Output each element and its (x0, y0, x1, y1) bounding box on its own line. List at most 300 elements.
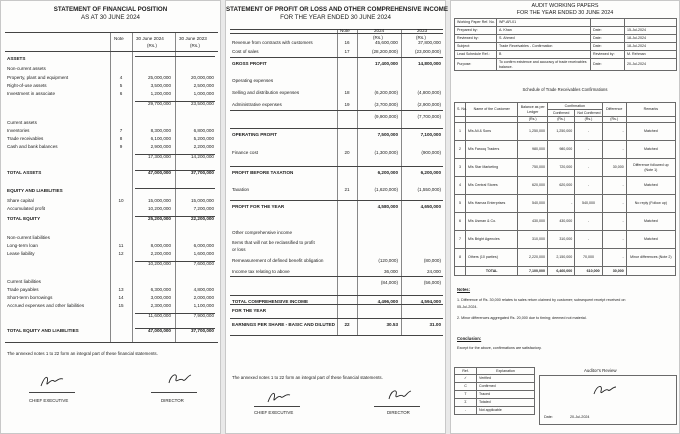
tickmark-legend-table (454, 367, 535, 415)
table-cell: Others (10 parties) (465, 249, 518, 267)
total-rule (230, 318, 443, 319)
review-date: 20-Jul-2024 (570, 415, 590, 419)
info-row (455, 35, 677, 43)
value-2023: (7,700,000) (417, 114, 441, 119)
row-label: Lease liability (7, 251, 35, 256)
info-row (455, 59, 677, 71)
legend-explanation: Not applicable (477, 407, 535, 415)
value-2023: (900,000) (421, 150, 441, 155)
row-label: TOTAL EQUITY AND LIABILITIES (7, 328, 79, 333)
table-cell: M/s Star Marketing (465, 159, 518, 177)
row-label: OPERATING PROFIT (232, 132, 278, 137)
value-2023: 4,800,000 (193, 287, 214, 292)
value-2024: 4,580,000 (377, 204, 398, 209)
statement-row (1, 250, 220, 257)
unit-label: (Rs.) (518, 117, 548, 123)
info-cell: S. Ahmed (497, 35, 591, 43)
table-cell: 310,000 (547, 231, 574, 249)
value-2023: 6,200,000 (420, 170, 441, 175)
table-cell: 1 (455, 123, 466, 141)
table-cell: Matched (626, 231, 675, 249)
pl-footnote: The annexed notes 1 to 22 form an integral part of these financial statements. (232, 375, 383, 380)
table-cell: M/s Bright Agencies (465, 231, 518, 249)
table-cell: 3 (455, 159, 466, 177)
total-row (455, 267, 676, 276)
value-2024: 2,200,000 (150, 251, 171, 256)
row-label: Remeasurement of defined benefit obligation (232, 258, 324, 263)
total-rule (230, 304, 443, 305)
value-2023: 37,800,000 (418, 40, 441, 45)
total-rule (230, 110, 443, 111)
table-cell (455, 267, 466, 276)
statement-row (226, 101, 445, 108)
statement-row (226, 246, 445, 253)
signature-line (151, 392, 197, 393)
info-cell: Reviewed by: (591, 51, 625, 59)
table-cell: - (547, 195, 574, 213)
table-cell: 540,000 (575, 195, 602, 213)
row-label: Current assets (7, 120, 37, 125)
info-cell: 20-Jul-2024 (625, 59, 677, 71)
table-row (455, 213, 676, 231)
info-cell: M. Rehman (625, 51, 677, 59)
pl-title: STATEMENT OF PROFIT OR LOSS AND OTHER COMPREHENSIVE INCOME (226, 6, 448, 13)
column-divider (337, 29, 338, 335)
total-rule (135, 328, 215, 329)
info-row (455, 27, 677, 35)
statement-row (1, 65, 220, 72)
value-2023: (56,000) (423, 280, 441, 285)
legend-explanation: Verified (477, 375, 535, 383)
value-2024: 3,500,000 (150, 83, 171, 88)
value-2024: (84,000) (380, 280, 398, 285)
value-2023: (80,000) (423, 258, 441, 263)
value-2023: 7,100,000 (420, 132, 441, 137)
row-label: Non-current assets (7, 66, 46, 71)
statement-row (226, 89, 445, 96)
value-2023: (2,900,000) (417, 102, 441, 107)
header-rule (5, 32, 218, 33)
note-item: 05-Jul-2024. (457, 305, 478, 309)
table-row (455, 141, 676, 159)
total-rule (230, 200, 443, 201)
value-2023: 24,000 (426, 269, 441, 274)
row-label: Revenue from contracts with customers (232, 40, 313, 45)
table-row (455, 249, 676, 267)
table-cell: M/s Central Stores (465, 177, 518, 195)
row-label: PROFIT FOR THE YEAR (232, 204, 285, 209)
table-cell: - (602, 213, 626, 231)
value-2024: 3,000,000 (150, 295, 171, 300)
table-row (455, 159, 676, 177)
value-2023: (1,550,000) (417, 187, 441, 192)
legend-symbol: Σ (455, 399, 477, 407)
table-cell: 720,000 (547, 159, 574, 177)
value-2023: 2,500,000 (193, 83, 214, 88)
value-2024: 6,200,000 (377, 170, 398, 175)
working-paper-info-table (454, 18, 677, 71)
sfp-subtitle: AS AT 30 JUNE 2024 (81, 14, 140, 21)
table-cell: No reply (Follow up) (626, 195, 675, 213)
value-2023: 5,200,000 (193, 136, 214, 141)
value-2023: 1,000,000 (193, 91, 214, 96)
statement-row (1, 82, 220, 89)
total-rule (230, 166, 443, 167)
info-cell: Date: (591, 27, 625, 35)
info-cell: 15-Jul-2024 (625, 27, 677, 35)
info-row (455, 19, 677, 27)
row-note: 22 (344, 322, 350, 327)
row-label: Non-current liabilities (7, 235, 50, 240)
statement-row (1, 294, 220, 301)
statement-row (226, 257, 445, 264)
table-cell: 2,220,000 (518, 249, 548, 267)
notes-title: Notes: (457, 287, 471, 292)
row-note: 16 (344, 40, 350, 45)
row-label: Cash and bank balances (7, 144, 58, 149)
value-2024: 11,600,000 (148, 313, 171, 318)
info-cell: Date: (591, 35, 625, 43)
row-label: Right-of-use assets (7, 83, 47, 88)
value-2023: 31.00 (429, 322, 441, 327)
total-value: 6,460,000 (547, 267, 574, 276)
value-2024: 6,100,000 (150, 136, 171, 141)
value-2024: (1,300,000) (374, 150, 398, 155)
director-label: DIRECTOR (161, 398, 184, 403)
table-cell: - (575, 123, 602, 141)
value-2024: 2,900,000 (150, 144, 171, 149)
table-cell: 70,000 (575, 249, 602, 267)
auditor-review-title: Auditor's Review (584, 368, 617, 373)
row-label: TOTAL EQUITY (7, 216, 41, 221)
row-note: 8 (119, 136, 123, 141)
total-rule (135, 261, 215, 262)
total-rule (230, 57, 443, 58)
statement-row (226, 39, 445, 46)
unit-label: (Rs.) (602, 117, 626, 123)
value-2024: 2,300,000 (150, 303, 171, 308)
awp-subtitle: FOR THE YEAR ENDED 30 JUNE 2024 (516, 10, 614, 16)
pl-subtitle: FOR THE YEAR ENDED 30 JUNE 2024 (280, 14, 391, 21)
legend-explanation: Traced (477, 391, 535, 399)
row-label: Items that will not be reclassified to profit (232, 240, 315, 245)
table-cell: 430,000 (547, 213, 574, 231)
col-difference: Difference (602, 103, 626, 117)
total-rule (135, 154, 215, 155)
info-cell: A. Khan (497, 27, 591, 35)
table-cell: 430,000 (518, 213, 548, 231)
table-cell: - (602, 249, 626, 267)
table-cell: 7 (455, 231, 466, 249)
table-cell: Matched (626, 213, 675, 231)
table-cell: 4 (455, 177, 466, 195)
unit-label: (Rs.) (547, 117, 574, 123)
value-2023: 6,000,000 (193, 243, 214, 248)
column-header: (Rs.) (373, 35, 383, 40)
value-2024: 10,200,000 (148, 261, 171, 266)
value-2023: 2,000,000 (193, 295, 214, 300)
legend-explanation: Confirmed (477, 383, 535, 391)
total-rule (230, 128, 443, 129)
legend-symbol: - (455, 407, 477, 415)
row-label: Other comprehensive income (232, 230, 293, 235)
column-divider (401, 29, 402, 335)
value-2024: (9,900,000) (374, 114, 398, 119)
value-2024: (120,000) (378, 258, 398, 263)
info-cell: Trade Receivables - Confirmation (497, 43, 591, 51)
row-label: Finance cost (232, 150, 259, 155)
statement-row (226, 203, 445, 210)
table-row (455, 123, 676, 141)
signature-icon (592, 382, 618, 398)
row-label: Income tax relating to above (232, 269, 290, 274)
value-2024: 6,300,000 (150, 287, 171, 292)
total-rule (135, 170, 215, 171)
value-2023: 22,200,000 (191, 216, 214, 221)
row-label: or loss (232, 247, 246, 252)
table-cell: 5 (455, 195, 466, 213)
table-cell: M/s Ali & Sons (465, 123, 518, 141)
statement-row (226, 321, 445, 328)
table-cell: 980,000 (547, 141, 574, 159)
sfp-footnote: The annexed notes 1 to 22 form an integral part of these financial statements. (7, 351, 158, 356)
audit-working-paper-sheet (450, 0, 680, 434)
statement-row (1, 234, 220, 241)
statement-row (226, 48, 445, 55)
value-2023: 7,900,000 (193, 313, 214, 318)
row-label: ASSETS (7, 56, 26, 61)
statement-row (226, 60, 445, 67)
info-cell (625, 19, 677, 27)
row-note: 19 (344, 102, 350, 107)
column-header: 2024 (374, 28, 385, 33)
statement-row (1, 242, 220, 249)
value-2024: 25,000,000 (148, 75, 171, 80)
legend-ref-header: Ref. (455, 368, 477, 375)
value-2024: 8,300,000 (150, 128, 171, 133)
statement-row (226, 239, 445, 246)
info-cell: Subject: (455, 43, 497, 51)
table-cell: - (575, 141, 602, 159)
legend-explanation-header: Explanation (477, 368, 535, 375)
value-2023: 4,594,000 (420, 299, 441, 304)
statement-row (226, 279, 445, 286)
table-cell: 540,000 (518, 195, 548, 213)
row-label: Accumulated profit (7, 206, 46, 211)
table-cell: - (602, 231, 626, 249)
value-2024: 17,400,000 (375, 61, 398, 66)
signature-line (254, 406, 300, 407)
value-2024: (28,200,000) (371, 49, 398, 54)
row-note: 12 (118, 251, 124, 256)
row-note: 15 (118, 303, 124, 308)
table-cell: M/s Farooq Traders (465, 141, 518, 159)
signature-icon (266, 389, 292, 405)
value-2023: 7,200,000 (193, 206, 214, 211)
value-2024: 47,000,000 (148, 328, 171, 333)
table-cell: - (575, 177, 602, 195)
statement-row (1, 119, 220, 126)
row-label: FOR THE YEAR (232, 308, 267, 313)
note-item: 1. Difference of Rs. 30,000 relates to sales return claimed by customer; subsequent receipt received on (457, 298, 626, 302)
info-cell: Purpose: (455, 59, 497, 71)
value-2023: 14,200,000 (191, 154, 214, 159)
unit-label: (Rs.) (575, 117, 602, 123)
info-cell: Date: (591, 43, 625, 51)
info-row (455, 51, 677, 59)
row-label: Trade receivables (7, 136, 44, 141)
table-cell: 6 (455, 213, 466, 231)
value-2024: 1,200,000 (150, 91, 171, 96)
value-2023: 15,000,000 (191, 198, 214, 203)
signature-icon (39, 373, 65, 389)
row-note: 14 (118, 295, 124, 300)
awp-title: AUDIT WORKING PAPERS (531, 3, 599, 9)
chief-executive-label: CHIEF EXECUTIVE (29, 398, 69, 403)
legend-row (455, 399, 535, 407)
legend-symbol: T (455, 391, 477, 399)
value-2024: 45,600,000 (375, 40, 398, 45)
table-cell: - (575, 159, 602, 177)
total-rule (135, 216, 215, 217)
value-2023: 7,600,000 (193, 261, 214, 266)
total-value: 7,100,000 (518, 267, 548, 276)
value-2024: 4,496,000 (377, 299, 398, 304)
row-label: Operating expenses (232, 78, 274, 83)
header-rule (230, 33, 443, 34)
table-cell: M/s Usman & Co. (465, 213, 518, 231)
value-2023: (23,000,000) (414, 49, 441, 54)
value-2024: 10,200,000 (148, 206, 171, 211)
value-2024: (1,620,000) (374, 187, 398, 192)
value-2023: 37,700,000 (191, 170, 214, 175)
row-note: 7 (119, 128, 123, 133)
total-rule (135, 313, 215, 314)
statement-row (226, 186, 445, 193)
statement-row (226, 113, 445, 120)
value-2023: (4,800,000) (417, 90, 441, 95)
total-rule (230, 276, 443, 277)
total-value: 30,000 (602, 267, 626, 276)
statement-row (1, 74, 220, 81)
info-cell: Date: (591, 59, 625, 71)
statement-row (226, 131, 445, 138)
table-cell: - (602, 123, 626, 141)
table-cell: - (602, 177, 626, 195)
value-2023: 14,800,000 (418, 61, 441, 66)
col-confirmation: Confirmation (547, 103, 602, 110)
row-label: Long-term loan (7, 243, 38, 248)
chief-executive-label: CHIEF EXECUTIVE (254, 410, 294, 415)
value-2023: 37,700,000 (191, 328, 214, 333)
director-label: DIRECTOR (387, 410, 410, 415)
row-label: Trade payables (7, 287, 39, 292)
note-item: 2. Minor differences aggregated Rs. 20,000 due to timing; deemed not material. (457, 316, 587, 320)
legend-explanation: Totaled (477, 399, 535, 407)
auditor-review-box (539, 375, 677, 425)
value-2023: 20,000,000 (191, 75, 214, 80)
value-2023: 6,800,000 (193, 128, 214, 133)
table-cell: Difference followed up (Note 1) (626, 159, 675, 177)
table-cell: 2,150,000 (547, 249, 574, 267)
value-2023: 1,600,000 (193, 251, 214, 256)
value-2023: 4,650,000 (420, 204, 441, 209)
row-label: TOTAL COMPREHENSIVE INCOME (232, 299, 309, 304)
table-cell: Matched (626, 123, 675, 141)
row-label: PROFIT BEFORE TAXATION (232, 170, 294, 175)
row-label: Current liabilities (7, 279, 41, 284)
statement-row (1, 278, 220, 285)
info-cell: 18-Jul-2024 (625, 43, 677, 51)
row-label: Cost of sales (232, 49, 259, 54)
info-row (455, 43, 677, 51)
legend-row (455, 383, 535, 391)
table-cell: 8 (455, 249, 466, 267)
statement-row (226, 307, 445, 314)
statement-row (226, 268, 445, 275)
value-2023: 2,200,000 (193, 144, 214, 149)
value-2024: 17,300,000 (148, 154, 171, 159)
value-2024: 25,200,000 (148, 216, 171, 221)
row-label: Accrued expenses and other liabilities (7, 303, 85, 308)
row-label: Inventories (7, 128, 30, 133)
row-note: 13 (118, 287, 124, 292)
table-cell: - (575, 231, 602, 249)
year-2023-header: 30 June 2023 (179, 36, 207, 41)
signature-icon (386, 387, 412, 403)
row-label: Taxation (232, 187, 250, 192)
table-cell: 620,000 (518, 177, 548, 195)
value-2024: 8,000,000 (150, 243, 171, 248)
legend-row (455, 375, 535, 383)
col-remarks: Remarks (626, 103, 675, 117)
header-rule (5, 51, 218, 52)
table-row (455, 231, 676, 249)
statement-row (1, 286, 220, 293)
row-label: TOTAL ASSETS (7, 170, 42, 175)
row-label: Administrative expenses (232, 102, 282, 107)
statement-row (1, 205, 220, 212)
statement-row (1, 90, 220, 97)
table-cell: M/s Hamza Enterprises (465, 195, 518, 213)
info-cell: B (497, 51, 591, 59)
info-cell: Prepared by: (455, 27, 497, 35)
row-note: 18 (344, 90, 350, 95)
table-cell (626, 267, 675, 276)
table-cell: Matched (626, 177, 675, 195)
table-row (455, 195, 676, 213)
column-header: 2023 (417, 28, 428, 33)
table-cell: 2 (455, 141, 466, 159)
column-header: (Rs.) (416, 35, 426, 40)
statement-row (1, 135, 220, 142)
row-note: 21 (344, 187, 350, 192)
value-2024: 47,000,000 (148, 170, 171, 175)
statement-row (1, 302, 220, 309)
footer-rule (5, 342, 218, 343)
column-header: Note (340, 28, 350, 33)
table-cell: 1,250,000 (518, 123, 548, 141)
legend-row (455, 391, 535, 399)
info-cell: 18-Jul-2024 (625, 35, 677, 43)
signature-icon (166, 371, 192, 387)
table-cell: 1,250,000 (547, 123, 574, 141)
info-cell: Lead Schedule Ref.: (455, 51, 497, 59)
info-cell: WP-AR-01 (497, 19, 591, 27)
legend-row (455, 407, 535, 415)
total-rule (135, 101, 215, 102)
conclusion-title: Conclusion: (457, 336, 482, 341)
